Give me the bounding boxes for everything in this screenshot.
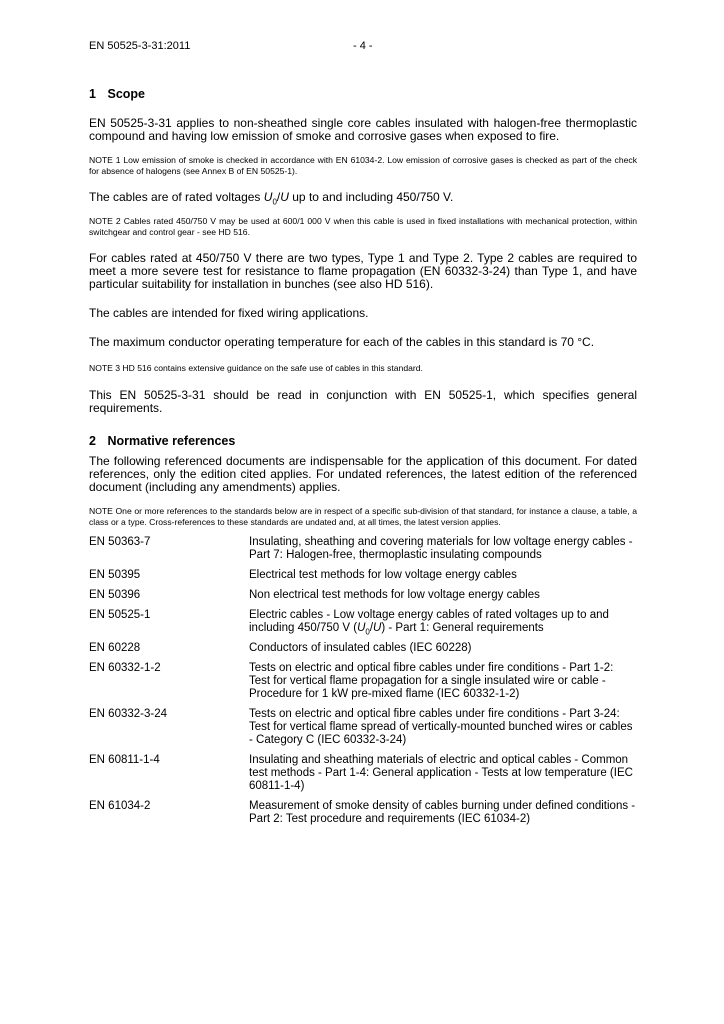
reference-code: EN 50363-7 (89, 536, 151, 548)
reference-row (89, 800, 637, 833)
scope-paragraph-1: EN 50525-3-31 applies to non-sheathed single core cables insulated with halogen-free thermoplastic compound and having low emission of smoke and corrosive gases when exposed to fire. (89, 116, 637, 143)
section-1-heading (89, 86, 637, 102)
scope-note-1: NOTE 1 Low emission of smoke is checked in accordance with EN 61034-2. Low emission of corrosive gases is checked as part of the check for absence of halogens (see Annex B of EN 50525-1). (89, 155, 637, 176)
reference-row (89, 536, 637, 569)
reference-title: Insulating and sheathing materials of electric and optical cables - Common test methods - Part 1-4: General application - Tests at low temperature (IEC 60811-1-4) (249, 754, 633, 792)
references-paragraph: The following referenced documents are indispensable for the application of this document. For dated references, only the edition cited applies. For undated references, the latest edition of the referenced document (including any amendments) applies. (89, 454, 637, 494)
reference-row (89, 642, 637, 662)
scope-paragraph-2: The cables are of rated voltages $U_0/U$ up to and including 450/750 V. (89, 190, 454, 207)
reference-code: EN 60332-3-24 (89, 708, 167, 720)
reference-code: EN 60811-1-4 (89, 754, 160, 766)
reference-title: Conductors of insulated cables (IEC 60228) (249, 642, 472, 654)
page-number: - 4 - (353, 40, 373, 52)
reference-title: Non electrical test methods for low voltage energy cables (249, 589, 540, 601)
reference-title: Tests on electric and optical fibre cables under fire conditions - Part 1-2: Test for vertical flame propagation for a single insulated wire or cable - Procedure for 1 kW pre-mixed flame (IEC 60332-1-2) (249, 662, 614, 700)
section-2-number: 2 (89, 434, 96, 448)
references-table (89, 536, 637, 833)
reference-title: Electrical test methods for low voltage energy cables (249, 569, 517, 581)
reference-row (89, 754, 637, 800)
scope-paragraph-3: For cables rated at 450/750 V there are two types, Type 1 and Type 2. Type 2 cables are required to meet a more severe test for resistance to flame propagation (EN 60332-3-24) than Type 1, and have particular suitability for installation in bunches (see also HD 516). (89, 251, 637, 291)
reference-code: EN 50396 (89, 589, 141, 601)
section-1-title: Scope (107, 87, 145, 101)
reference-row (89, 662, 637, 708)
reference-code: EN 50395 (89, 569, 141, 581)
reference-title: Tests on electric and optical fibre cables under fire conditions - Part 3-24: Test for vertical flame spread of vertically-mounted bunched wires or cables - Category C (IEC 60332-3-24) (249, 708, 633, 746)
scope-note-2: NOTE 2 Cables rated 450/750 V may be used at 600/1 000 V when this cable is used in fixed installations with mechanical protection, within switchgear and control gear - see HD 516. (89, 216, 637, 237)
section-2-heading (89, 433, 637, 449)
reference-row (89, 609, 637, 642)
references-note: NOTE One or more references to the standards below are in respect of a specific sub-division of that standard, for instance a clause, a table, a class or a type. Cross-references to these standards are undated and, at all times, the latest version applies. (89, 506, 637, 527)
reference-title: Electric cables - Low voltage energy cables of rated voltages up to and including 450/750 V $(U_0/U)$ - Part 1: General requirements (249, 609, 609, 637)
reference-code: EN 60332-1-2 (89, 662, 161, 674)
page-content (89, 86, 637, 833)
reference-title: Insulating, sheathing and covering materials for low voltage energy cables - Part 7: Halogen-free, thermoplastic insulating compounds (249, 536, 633, 561)
scope-paragraph-4: The cables are intended for fixed wiring applications. (89, 306, 369, 320)
document-id: EN 50525-3-31:2011 (89, 40, 191, 52)
reference-row (89, 589, 637, 609)
section-2-title: Normative references (107, 434, 236, 448)
reference-code: EN 60228 (89, 642, 141, 654)
reference-row (89, 708, 637, 754)
scope-note-3: NOTE 3 HD 516 contains extensive guidance on the safe use of cables in this standard. (89, 363, 423, 373)
reference-title: Measurement of smoke density of cables burning under defined conditions - Part 2: Test procedure and requirements (IEC 61034-2) (249, 800, 636, 825)
scope-paragraph-6: This EN 50525-3-31 should be read in conjunction with EN 50525-1, which specifies general requirements. (89, 388, 637, 415)
reference-code: EN 61034-2 (89, 800, 151, 812)
reference-row (89, 569, 637, 589)
page-header (89, 40, 635, 56)
reference-code: EN 50525-1 (89, 609, 151, 621)
scope-paragraph-5: The maximum conductor operating temperature for each of the cables in this standard is 70 °C. (89, 335, 595, 349)
section-1-number: 1 (89, 87, 96, 101)
